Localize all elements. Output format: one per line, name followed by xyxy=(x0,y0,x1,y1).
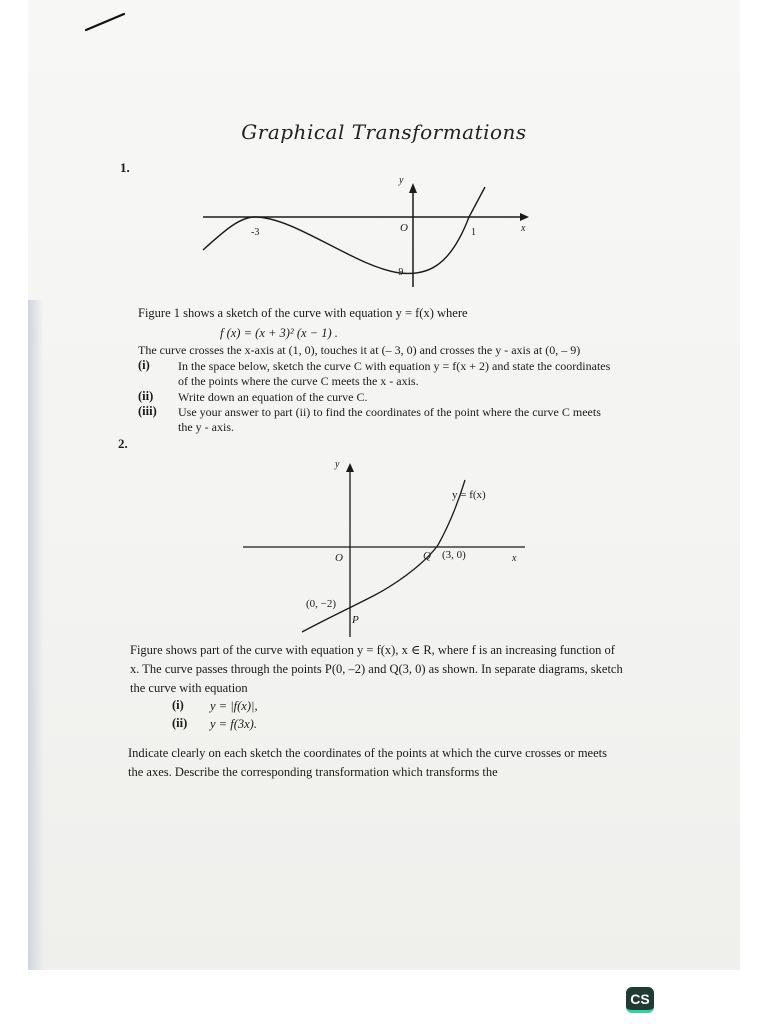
q2-p-coord: (0, −2) xyxy=(306,598,337,610)
q1-function: f (x) = (x + 3)² (x − 1) . xyxy=(220,326,338,340)
page-title: Graphical Transformations xyxy=(241,120,527,144)
q2-q-coord: (3, 0) xyxy=(442,549,466,561)
q2-p-label: P xyxy=(352,614,359,626)
q1-neg9-label: -9 xyxy=(395,267,404,278)
q1-origin-label: O xyxy=(400,222,408,234)
q2-origin-label: O xyxy=(335,552,343,564)
q1-graph xyxy=(195,175,540,290)
pen-mark xyxy=(84,10,128,34)
q1-part-iii-text: Use your answer to part (ii) to find the coordinates of the point where the curve C meets xyxy=(178,405,601,419)
q1-part-iii-label: (iii) xyxy=(138,404,157,418)
q2-part-i-label: (i) xyxy=(172,698,184,712)
q2-para1-line1: Figure shows part of the curve with equation y = f(x), x ∈ R, where f is an increasing function of xyxy=(130,643,615,657)
q2-part-ii-text: y = f(3x). xyxy=(210,717,257,731)
q1-curve xyxy=(203,187,485,274)
q1-part-i-text: In the space below, sketch the curve C with equation y = f(x + 2) and state the coordinates xyxy=(178,359,611,373)
q2-part-ii-label: (ii) xyxy=(172,716,188,730)
q1-x-label: x xyxy=(521,223,526,234)
q2-para1-line3: the curve with equation xyxy=(130,681,248,695)
q1-part-ii-label: (ii) xyxy=(138,389,154,403)
q2-graph xyxy=(240,455,540,640)
q1-part-ii-text: Write down an equation of the curve C. xyxy=(178,390,368,404)
q1-y-label: y xyxy=(399,175,404,186)
page-shadow xyxy=(28,300,44,970)
q1-x-arrow-icon xyxy=(520,213,529,221)
q2-x-label: x xyxy=(512,553,517,564)
q2-y-label: y xyxy=(335,459,340,470)
q2-q-label: Q xyxy=(423,550,431,562)
q1-part-iii-text-2: the y - axis. xyxy=(178,420,234,434)
camscanner-logo: CS xyxy=(626,987,654,1013)
q2-para1-line2: x. The curve passes through the points P(0, –2) and Q(3, 0) as shown. In separate diagrams, sketch xyxy=(130,662,623,676)
q2-para2-line2: the axes. Describe the corresponding transformation which transforms the xyxy=(128,765,498,779)
q1-part-i-label: (i) xyxy=(138,358,150,372)
q2-part-i-text: y = |f(x)|, xyxy=(210,699,258,713)
q1-intro: Figure 1 shows a sketch of the curve with equation y = f(x) where xyxy=(138,306,468,320)
q1-one-label: 1 xyxy=(471,227,476,238)
question-2-number: 2. xyxy=(118,436,128,451)
q2-y-arrow-icon xyxy=(346,463,354,472)
q2-curve-label: y = f(x) xyxy=(452,489,486,501)
question-1-number: 1. xyxy=(120,160,130,175)
q1-part-i-text-2: of the points where the curve C meets the x - axis. xyxy=(178,374,419,388)
q2-para2-line1: Indicate clearly on each sketch the coordinates of the points at which the curve crosses or meets xyxy=(128,746,607,760)
q1-description: The curve crosses the x-axis at (1, 0), touches it at (– 3, 0) and crosses the y - axis at (0, – 9) xyxy=(138,343,581,357)
q1-y-arrow-icon xyxy=(409,183,417,193)
q1-neg3-label: -3 xyxy=(251,227,260,238)
